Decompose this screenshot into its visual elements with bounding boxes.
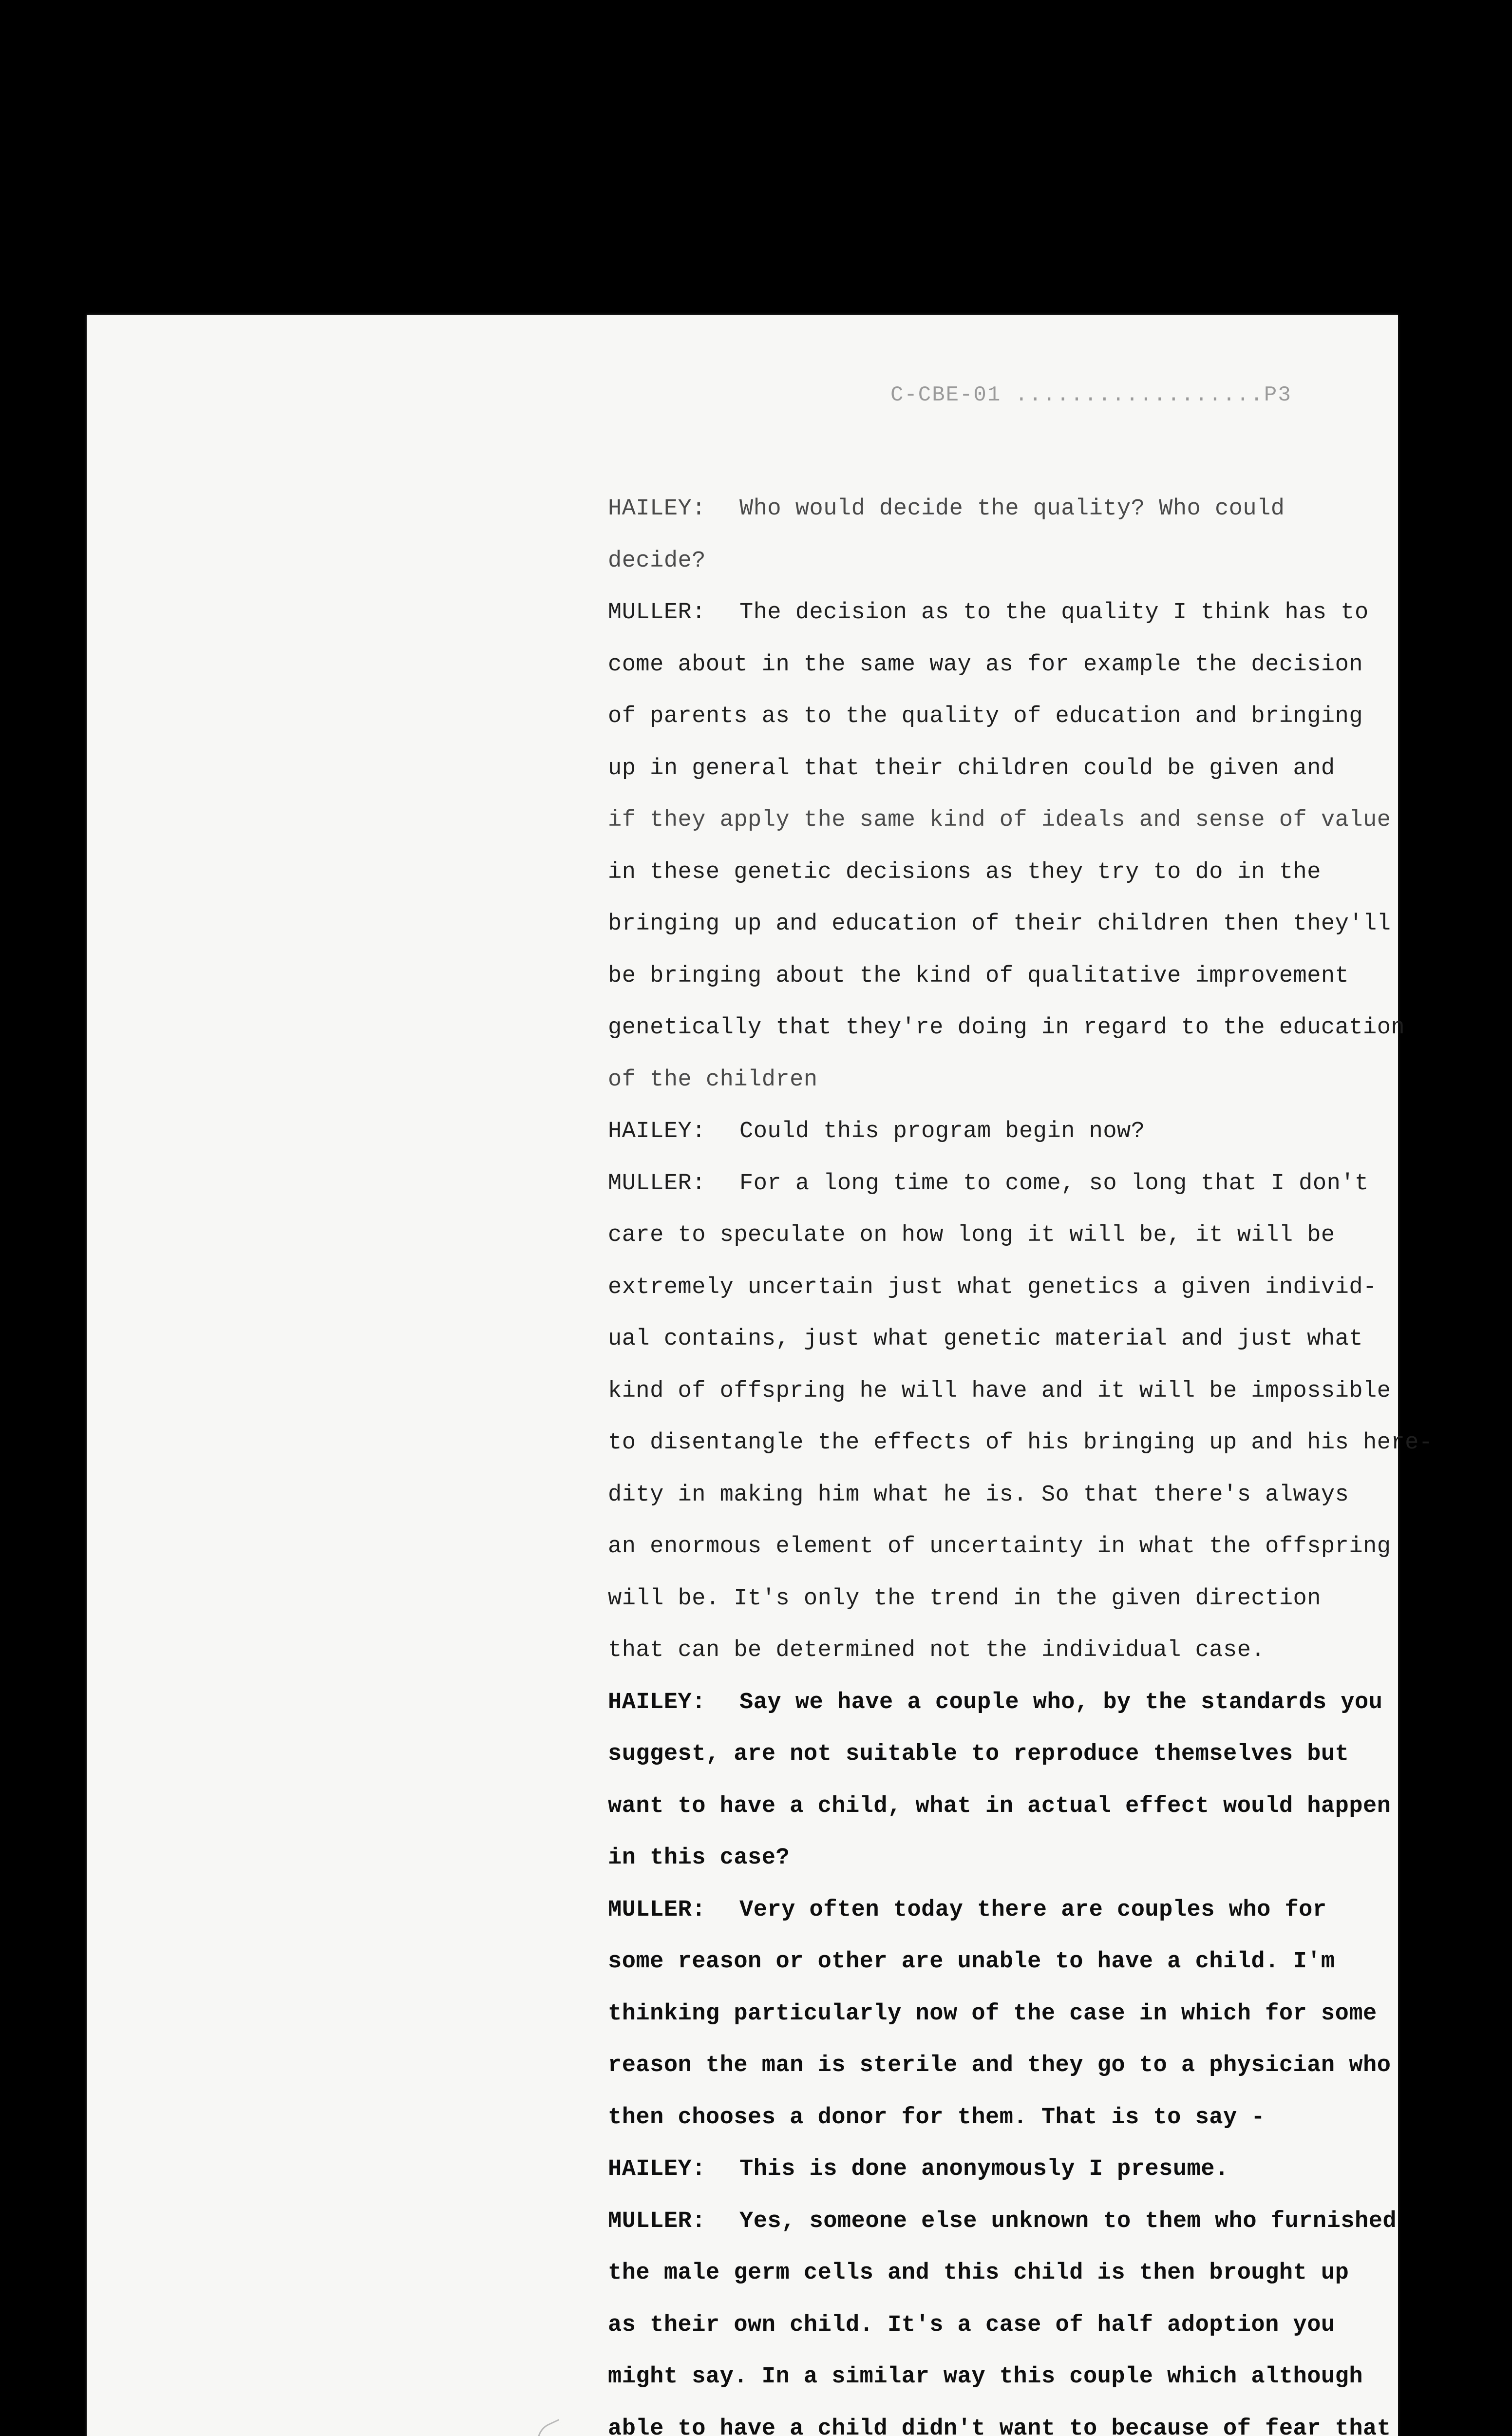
transcript-text: suggest, are not suitable to reproduce themselves but [608,1741,1349,1767]
transcript-text: extremely uncertain just what genetics a given individ- [608,1274,1377,1300]
paper-crease-mark [531,2419,569,2436]
transcript-text: to disentangle the effects of his bringing up and his here- [608,1430,1433,1456]
transcript-line [608,1002,1405,1054]
transcript-line [608,2196,1397,2248]
transcript-text: Yes, someone else unknown to them who furnished [739,2208,1397,2234]
transcript-line [608,1677,1387,1729]
transcript-text: Very often today there are couples who for [739,1897,1327,1923]
transcript-line [608,2300,1387,2352]
transcript-text: bringing up and education of their children then they'll [608,911,1391,937]
transcript-line [608,1936,1387,1988]
transcript-text: This is done anonymously I presume. [739,2156,1229,2182]
document-page [87,315,1433,2436]
transcript-line [608,795,1391,847]
transcript-line [608,2351,1387,2403]
transcript-text: will be. It's only the trend in the given direction [608,1585,1321,1612]
transcript-text: kind of offspring he will have and it will be impossible [608,1378,1391,1404]
transcript-text: want to have a child, what in actual effect would happen [608,1793,1391,1819]
transcript-text: in this case? [608,1845,790,1871]
transcript-text: of the children [608,1066,818,1093]
transcript-text: up in general that their children could be given and [608,755,1335,781]
speaker-label: MULLER: [608,600,706,626]
transcript-line [608,1313,1387,1366]
transcript-line [608,898,1391,951]
transcript-text: an enormous element of uncertainty in what the offspring [608,1534,1391,1560]
transcript-line [608,1729,1387,1781]
transcript-text: able to have a child didn't want to because of fear that [608,2416,1391,2436]
speaker-label: HAILEY: [608,1689,706,1715]
transcript-text: care to speculate on how long it will be, it will be [608,1222,1335,1248]
transcript-line [608,2403,1391,2436]
speaker-label: HAILEY: [608,1119,706,1144]
transcript-line [608,1521,1391,1573]
transcript-line [608,639,1387,691]
transcript-text: Say we have a couple who, by the standards you [739,1689,1383,1715]
transcript-text: then chooses a donor for them. That is to say - [608,2104,1266,2131]
transcript-line [608,1469,1387,1522]
transcript-text: Who would decide the quality? Who could [739,496,1285,522]
transcript-text: thinking particularly now of the case in which for some [608,2000,1377,2027]
transcript-text: Could this program begin now? [739,1119,1145,1144]
transcript-text: ual contains, just what genetic material and just what [608,1326,1363,1352]
transcript-text: might say. In a similar way this couple which although [608,2364,1363,2390]
transcript-text: if they apply the same kind of ideals and sense of value [608,807,1391,833]
transcript-line [608,691,1387,743]
transcript-text: as their own child. It's a case of half adoption you [608,2312,1335,2338]
transcript-line [608,951,1387,1003]
transcript-line [608,587,1387,639]
transcript-line [608,1832,1387,1884]
transcript-line [608,1988,1387,2040]
speaker-label: HAILEY: [608,2156,706,2182]
transcript-line [608,483,1387,535]
transcript-line [608,1781,1391,1833]
transcript-line [608,2092,1387,2144]
speaker-label: MULLER: [608,1170,706,1197]
transcript-text: dity in making him what he is. So that there's always [608,1482,1349,1508]
transcript-line [608,1573,1387,1625]
transcript-line [608,2144,1387,2196]
transcript-line [608,743,1387,795]
transcript-text: in these genetic decisions as they try to do in the [608,859,1321,885]
transcript-text: reason the man is sterile and they go to a physician who [608,2053,1391,2078]
transcript-text: be bringing about the kind of qualitative improvement [608,963,1349,989]
transcript-body [608,483,1433,2436]
transcript-line [608,1417,1433,1469]
transcript-line [608,1262,1387,1314]
transcript-text: some reason or other are unable to have a child. I'm [608,1949,1335,1975]
transcript-line [608,535,1387,588]
transcript-line [608,1054,1387,1106]
transcript-text: For a long time to come, so long that I don't [739,1170,1369,1197]
transcript-text: come about in the same way as for example the decision [608,651,1363,678]
transcript-text: that can be determined not the individual case. [608,1637,1266,1663]
transcript-text: of parents as to the quality of education and bringing [608,704,1363,729]
transcript-line [608,847,1387,899]
transcript-line [608,1158,1387,1210]
speaker-label: MULLER: [608,1897,706,1923]
transcript-line [608,1625,1387,1677]
transcript-line [608,1106,1387,1158]
transcript-text: The decision as to the quality I think has to [739,600,1369,626]
transcript-line [608,2247,1387,2300]
page-reference-header: C-CBE-01 ..................P3 [890,383,1292,407]
transcript-text: genetically that they're doing in regard to the education [608,1015,1405,1041]
transcript-text: the male germ cells and this child is then brought up [608,2260,1349,2286]
transcript-line [608,2040,1391,2092]
speaker-label: HAILEY: [608,496,706,522]
transcript-text: decide? [608,548,706,574]
transcript-line [608,1884,1387,1937]
transcript-line [608,1366,1391,1418]
speaker-label: MULLER: [608,2208,706,2234]
transcript-line [608,1210,1387,1262]
